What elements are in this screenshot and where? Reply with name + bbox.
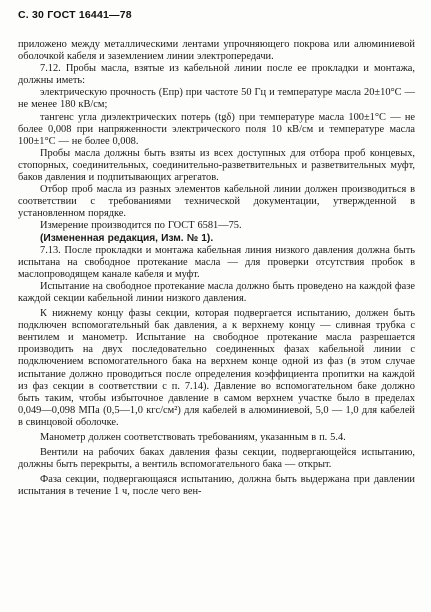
paragraph-valves: Вентили на рабочих баках давления фазы секции, подвергающейся испытанию, должны быть перекрыты, а вентиль вспомогательного бака — открыт. [18, 447, 415, 471]
paragraph-oil-samples: Пробы масла должны быть взяты из всех доступных для отбора проб концевых, стопорных, соединительных, соединительно-разветвительных и разветвительных муфт, баков давления и подпитывающих агрегатов. [18, 147, 415, 184]
page-content [18, 39, 415, 498]
paragraph-clause-7-13: 7.13. После прокладки и монтажа кабельная линия низкого давления должна быть испытана на свободное протекание масла — для проверки отсутствия пробок в маслопроводящем канале кабеля и муфт. [18, 244, 415, 280]
paragraph-electric-strength: электрическую прочность (Eпр) при частоте 50 Гц и температуре масла 20±10°С — не менее 180 кВ/см; [18, 87, 415, 111]
paragraph-clause-7-12: 7.12. Пробы масла, взятые из кабельной линии после ее прокладки и монтажа, должны иметь: [18, 63, 415, 87]
paragraph-continuation: приложено между металлическими лентами упрочняющего покрова или алюминиевой оболочкой кабеля и заземлением линии электропередачи. [18, 39, 415, 63]
amendment-note: (Измененная редакция, Изм. № 1). [40, 232, 214, 244]
paragraph-sampling-procedure: Отбор проб масла из разных элементов кабельной линии должен производиться в соответствии с требованиями технической документации, утвержденной в установленном порядке. [18, 184, 415, 220]
page-header: С. 30 ГОСТ 16441—78 [18, 9, 132, 21]
paragraph-loss-tangent: тангенс угла диэлектрических потерь (tgδ) при температуре масла 100±1°С — не более 0,008 при напряженности электрического поля 10 кВ/см и температуре масла 100±1°С — не более 0,008. [18, 111, 415, 147]
paragraph-measurement-standard: Измерение производится по ГОСТ 6581—75. [40, 220, 242, 232]
paragraph-free-flow-test: Испытание на свободное протекание масла должно быть проведено на каждой фазе каждой секции кабельной линии низкого давления. [18, 280, 415, 304]
paragraph-manometer: Манометр должен соответствовать требованиям, указанным в п. 5.4. [40, 432, 346, 443]
paragraph-test-setup: К нижнему концу фазы секции, которая подвергается испытанию, должен быть подключен вспомогательный бак давления, а к верхнему концу — сливная трубка с вентилем и манометр. Испытание на свободное протекание масла разрешается производить на двух последовательно соединенных фазах кабельной линии с подключением вспомогательного бака на верхнем конце одной из фаз (в этом случае испытание должно проводиться после определения коэффициента пропитки на каждой из фаз секции в соответствии с п. 7.14). Давление во вспомогательном баке должно быть таким, чтобы избыточное давление в самом верхнем участке было в пределах 0,049—0,098 МПа (0,5—1,0 кгс/см²) для кабелей в алюминиевой, 5,0 — 1,0 для кабелей в свинцовой оболочке. [18, 308, 415, 428]
paragraph-hold-pressure: Фаза секции, подвергающаяся испытанию, должна быть выдержана при давлении испытания в течение 1 ч, после чего вен- [18, 474, 415, 498]
